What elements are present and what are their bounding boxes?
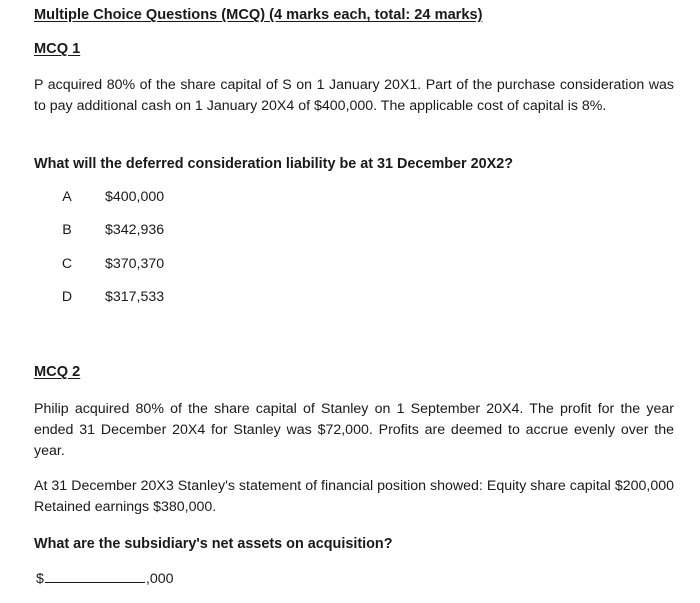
option-letter: B [62,222,72,238]
option-letter: D [61,289,73,305]
option-letter: A [62,189,72,205]
answer-prefix: $ [36,571,44,587]
option-value: $317,533 [105,289,165,305]
mcq1-question: What will the deferred consideration liability be at 31 December 20X2? [34,156,514,172]
option-value: $342,936 [105,222,165,238]
option-letter: C [61,256,73,272]
mcq2-paragraph-2: At 31 December 20X3 Stanley's statement of financial position showed: Equity share capital $200,000 Retained earnings $380,000. [34,478,674,515]
mcq2-answer-field[interactable] [36,570,174,587]
mcq2-question: What are the subsidiary's net assets on acquisition? [34,536,393,552]
mcq2-heading: MCQ 2 [34,364,81,380]
mcq1-heading: MCQ 1 [34,41,81,57]
page-title: Multiple Choice Questions (MCQ) (4 marks each, total: 24 marks) [34,7,483,23]
mcq2-paragraph-1: Philip acquired 80% of the share capital of Stanley on 1 September 20X4. The profit for the year ended 31 December 20X4 for Stanley was $72,000. Profits are deemed to accrue evenly over the year. [34,401,674,459]
mcq1-paragraph: P acquired 80% of the share capital of S on 1 January 20X1. Part of the purchase consideration was to pay additional cash on 1 January 20X4 of $400,000. The applicable cost of capital is 8%. [34,77,674,114]
answer-suffix: ,000 [145,571,174,587]
answer-blank[interactable] [45,570,145,583]
option-value: $370,370 [105,256,165,272]
option-value: $400,000 [105,189,165,205]
